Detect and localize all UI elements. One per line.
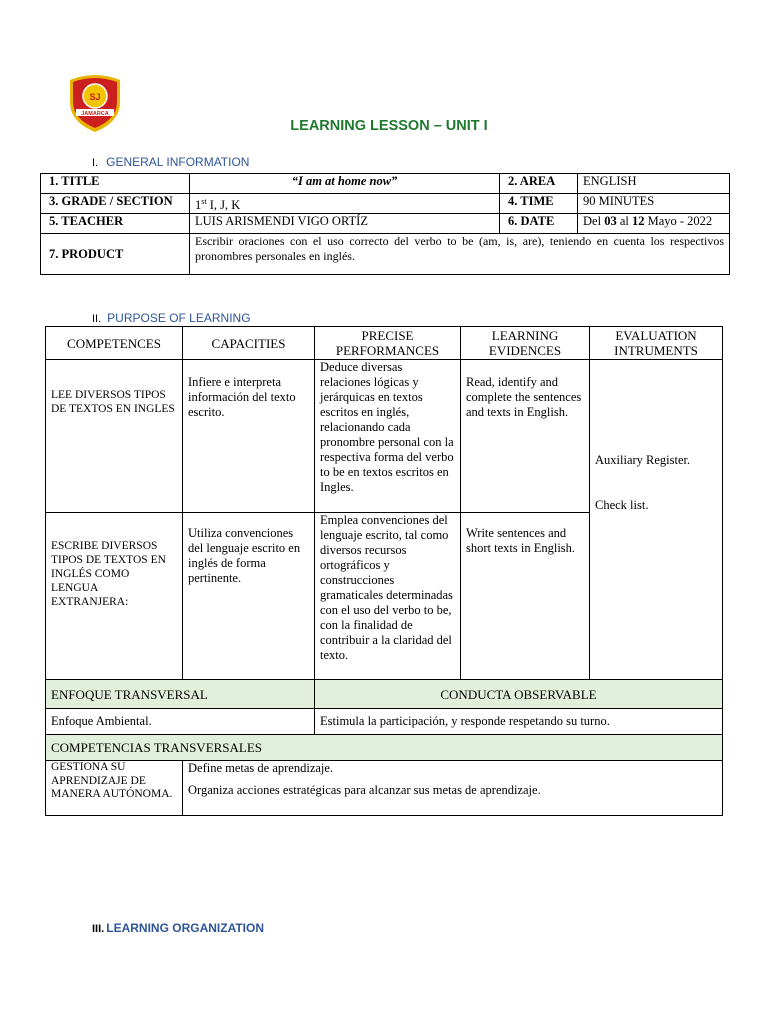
general-information-table <box>40 173 730 275</box>
grade-sections: I, J, K <box>206 198 241 213</box>
conduct-header: CONDUCTA OBSERVABLE <box>315 680 723 709</box>
performance-cell: Emplea convenciones del lenguaje escrito, tal como diversos recursos ortográficos y construcciones gramaticales determinadas con el uso del verbo to be, con la finalidad de contribuir a la claridad del texto. <box>315 513 461 680</box>
table-row <box>46 761 723 816</box>
grade-suffix: st <box>201 197 207 206</box>
capacity-cell: Utiliza convenciones del lenguaje escrito en inglés de forma pertinente. <box>183 513 315 680</box>
section-title: GENERAL INFORMATION <box>106 155 250 169</box>
evidence-cell: Read, identify and complete the sentences and texts in English. <box>461 360 590 513</box>
svg-text:JAMARCA: JAMARCA <box>81 111 109 117</box>
grade-value <box>190 194 500 214</box>
table-row <box>46 709 723 735</box>
competencias-transversales-header: COMPETENCIAS TRANSVERSALES <box>46 735 723 761</box>
transversal-value: Enfoque Ambiental. <box>46 709 315 735</box>
date-label: 6. DATE <box>500 214 578 234</box>
title-value: “I am at home now” <box>190 174 500 194</box>
column-header: EVALUATION INTRUMENTS <box>590 327 723 360</box>
section-learning-organization-heading <box>92 921 264 935</box>
section-number: II. <box>92 313 102 325</box>
time-label: 4. TIME <box>500 194 578 214</box>
comp-trans-item: Organiza acciones estratégicas para alcanzar sus metas de aprendizaje. <box>188 783 541 797</box>
table-row <box>46 735 723 761</box>
transversal-header: ENFOQUE TRANSVERSAL <box>46 680 315 709</box>
grade-number: 1 <box>195 198 202 213</box>
product-label: 7. PRODUCT <box>41 234 190 275</box>
instrument-item: Auxiliary Register. <box>595 453 691 467</box>
document-title: LEARNING LESSON – UNIT I <box>290 118 488 134</box>
grade-label: 3. GRADE / SECTION <box>41 194 190 214</box>
table-row <box>41 214 730 234</box>
evaluation-instruments-cell <box>590 360 723 680</box>
competence-cell: LEE DIVERSOS TIPOS DE TEXTOS EN INGLES <box>46 360 183 513</box>
section-purpose-heading <box>92 311 251 325</box>
time-value: 90 MINUTES <box>578 194 730 214</box>
date-from: 03 <box>604 214 617 229</box>
area-value: ENGLISH <box>578 174 730 194</box>
evidence-cell: Write sentences and short texts in English. <box>461 513 590 680</box>
section-title: LEARNING ORGANIZATION <box>106 921 265 935</box>
table-row <box>46 360 723 513</box>
product-value: Escribir oraciones con el uso correcto del verbo to be (am, is, are), teniendo en cuenta los respectivos pronombres personales en inglés. <box>190 234 730 275</box>
section-number: I. <box>92 157 99 169</box>
instrument-item: Check list. <box>595 498 649 512</box>
capacity-cell: Infiere e interpreta información del texto escrito. <box>183 360 315 513</box>
teacher-label: 5. TEACHER <box>41 214 190 234</box>
table-header-row <box>46 327 723 360</box>
title-label: 1. TITLE <box>41 174 190 194</box>
column-header: LEARNING EVIDENCES <box>461 327 590 360</box>
table-row <box>41 194 730 214</box>
teacher-value: LUIS ARISMENDI VIGO ORTÍZ <box>190 214 500 234</box>
section-number: III. <box>92 923 105 935</box>
column-header: CAPACITIES <box>183 327 315 360</box>
conduct-value: Estimula la participación, y responde respetando su turno. <box>315 709 723 735</box>
column-header: COMPETENCES <box>46 327 183 360</box>
date-value <box>578 214 730 234</box>
area-label: 2. AREA <box>500 174 578 194</box>
table-row <box>41 234 730 275</box>
section-general-information-heading <box>92 155 249 169</box>
date-to: 12 <box>631 214 645 229</box>
comp-trans-item: Define metas de aprendizaje. <box>188 761 334 775</box>
section-title: PURPOSE OF LEARNING <box>107 311 251 325</box>
competence-cell: ESCRIBE DIVERSOS TIPOS DE TEXTOS EN INGLÉS COMO LENGUA EXTRANJERA: <box>46 513 183 680</box>
svg-text:SJ: SJ <box>89 92 101 102</box>
date-prefix: Del <box>583 214 605 229</box>
column-header: PRECISE PERFORMANCES <box>315 327 461 360</box>
comp-trans-label: GESTIONA SU APRENDIZAJE DE MANERA AUTÓNOMA. <box>46 761 183 816</box>
performance-cell: Deduce diversas relaciones lógicas y jerárquicas en textos escritos en inglés, relacionando cada pronombre personal con la respectiva forma del verbo to be en textos escritos en Ingles. <box>315 360 461 513</box>
purpose-of-learning-table <box>45 326 723 816</box>
date-rest: Mayo - 2022 <box>644 214 713 229</box>
comp-trans-items <box>183 761 723 816</box>
date-mid: al <box>616 214 632 229</box>
table-row <box>46 680 723 709</box>
table-row <box>41 174 730 194</box>
